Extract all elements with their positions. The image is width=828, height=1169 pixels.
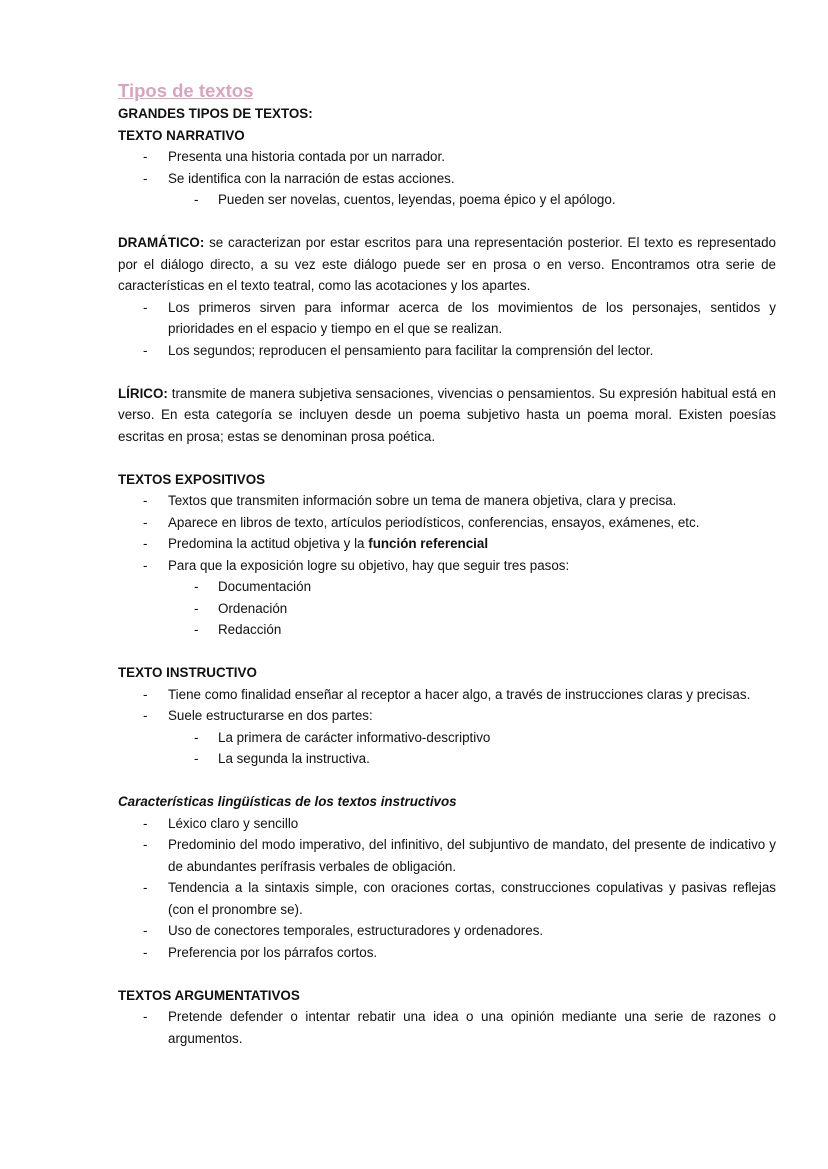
paragraph-lirico <box>118 383 776 448</box>
list-item: - Ordenación <box>118 598 776 620</box>
document-title: Tipos de textos <box>118 80 254 101</box>
bold-term: función referencial <box>368 536 489 551</box>
list-item: - La segunda la instructiva. <box>118 748 776 770</box>
list-item: - Para que la exposición logre su objetivo, hay que seguir tres pasos: <box>118 555 776 577</box>
heading-grandes-tipos: GRANDES TIPOS DE TEXTOS: <box>118 106 313 121</box>
narrativo-list <box>118 146 776 211</box>
heading-expositivos: TEXTOS EXPOSITIVOS <box>118 471 266 487</box>
list-item: - Pueden ser novelas, cuentos, leyendas, poema épico y el apólogo. <box>118 189 776 211</box>
dramatico-text: se caracterizan por estar escritos para una representación posterior. El texto es representado por el diálogo directo, a su vez este diálogo puede ser en prosa o en verso. Encontramos otra serie de características en el texto teatral, como las acotaciones y los apartes. <box>118 235 776 293</box>
item-text: Predomina la actitud objetiva y la <box>168 536 369 551</box>
paragraph-dramatico <box>118 232 776 297</box>
document-page <box>118 79 776 1049</box>
list-item: - Redacción <box>118 619 776 641</box>
lirico-text: transmite de manera subjetiva sensaciones, vivencias o pensamientos. Su expresión habitual está en verso. En esta categoría se incluyen desde un poema subjetivo hasta un poema moral. Existen poesías escritas en prosa; estas se denominan prosa poética. <box>118 385 776 444</box>
list-item: - Los segundos; reproducen el pensamiento para facilitar la comprensión del lector. <box>118 340 776 362</box>
list-item: - Preferencia por los párrafos cortos. <box>118 942 776 964</box>
list-item: - Textos que transmiten información sobre un tema de manera objetiva, clara y precisa. <box>118 490 776 512</box>
list-item: - Se identifica con la narración de estas acciones. <box>118 168 776 190</box>
list-item: - Tiene como finalidad enseñar al receptor a hacer algo, a través de instrucciones claras y precisas. <box>118 684 776 706</box>
argumentativos-list <box>118 1006 776 1049</box>
list-item: - Tendencia a la sintaxis simple, con oraciones cortas, construcciones copulativas y pasivas reflejas (con el pronombre se). <box>118 877 776 920</box>
heading-instructivo: TEXTO INSTRUCTIVO <box>118 665 257 680</box>
label-dramatico: DRAMÁTICO: <box>118 235 205 250</box>
list-item: - Suele estructurarse en dos partes: <box>118 705 776 727</box>
list-item <box>118 533 776 555</box>
list-item: - Uso de conectores temporales, estructuradores y ordenadores. <box>118 920 776 942</box>
instructivo-list <box>118 684 776 770</box>
list-item: - Documentación <box>118 576 776 598</box>
list-item: - Predominio del modo imperativo, del infinitivo, del subjuntivo de mandato, del presente de indicativo y de abundantes perífrasis verbales de obligación. <box>118 834 776 877</box>
heading-narrativo: TEXTO NARRATIVO <box>118 127 245 143</box>
caracteristicas-list <box>118 813 776 964</box>
heading-caracteristicas: Características lingüísticas de los textos instructivos <box>118 794 457 809</box>
list-item: - Los primeros sirven para informar acerca de los movimientos de los personajes, sentidos y prioridades en el espacio y tiempo en el que se realizan. <box>118 297 776 340</box>
dramatico-list <box>118 297 776 362</box>
heading-argumentativos: TEXTOS ARGUMENTATIVOS <box>118 987 300 1003</box>
list-item: - Presenta una historia contada por un narrador. <box>118 146 776 168</box>
expositivos-list <box>118 490 776 641</box>
label-lirico: LÍRICO: <box>118 385 168 401</box>
list-item: - La primera de carácter informativo-descriptivo <box>118 727 776 749</box>
list-item: - Léxico claro y sencillo <box>118 813 776 835</box>
list-item: - Aparece en libros de texto, artículos periodísticos, conferencias, ensayos, exámenes, etc. <box>118 512 776 534</box>
list-item: - Pretende defender o intentar rebatir una idea o una opinión mediante una serie de razones o argumentos. <box>118 1006 776 1049</box>
